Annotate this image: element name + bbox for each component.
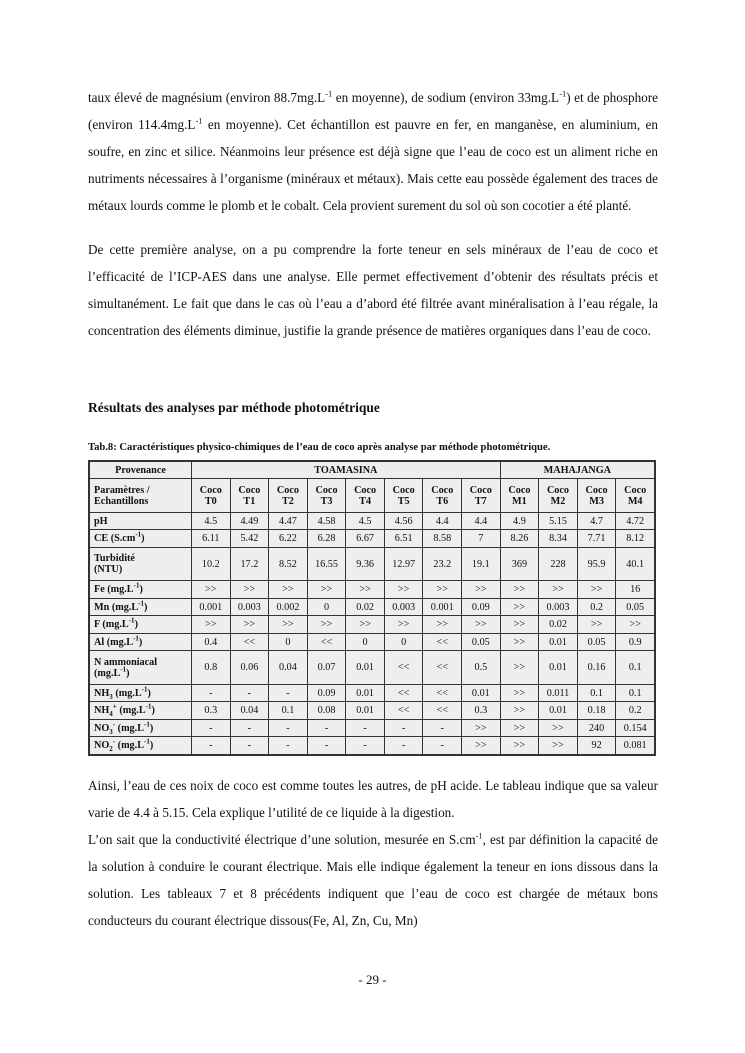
table-cell: 0 [346,633,385,650]
superscript: -1 [128,616,135,625]
parameter-text: N ammoniacal [94,656,158,668]
text: L’on sait que la conductivité électrique d’une solution, mesurée en S.cm [88,832,476,847]
table-cell: >> [192,581,231,598]
subscript: 3 [109,727,113,736]
table-cell: << [423,651,462,685]
sample-header [500,479,539,513]
table-cell: 4.7 [577,513,616,530]
parameter-label [90,616,192,633]
text: en moyenne). Cet échantillon est pauvre en fer, en manganèse, en aluminium, en soufre, en zinc et silice. Néanmoins leur présence est déjà signe que l’eau de coco est un aliment riche en nutriments nécessaires à l’organisme (minéraux et métaux). Mais cette eau possède également des traces de métaux lourds comme le plomb et le cobalt. Cela provient surement du sol où son cocotier a été planté. [88,117,658,213]
table-cell: - [384,737,423,755]
table-cell: << [423,633,462,650]
table-cell: 5.42 [230,530,269,547]
parameter-text: CE (S.cm [94,533,136,545]
parameter-label [90,737,192,755]
table-cell: 0.09 [462,598,501,615]
superscript: -1 [133,634,139,643]
table-cell: >> [462,719,501,736]
param-label-line2: Echantillons [94,495,149,507]
table-cell: 4.5 [192,513,231,530]
parameter-text: Fe (mg.L [94,584,134,596]
table-header-samples [90,479,655,513]
table-cell: 8.34 [539,530,578,547]
param-label [90,479,192,513]
sample-header-line2: T2 [282,495,294,507]
table-cell: 0.02 [346,598,385,615]
table-cell: 0.081 [616,737,655,755]
table-cell: 4.9 [500,513,539,530]
table-cell: << [230,633,269,650]
table-cell: 0.154 [616,719,655,736]
sample-header-line2: T5 [397,495,410,507]
table-cell: >> [500,598,539,615]
table-row [90,513,655,530]
table-cell: 7 [462,530,501,547]
table-cell: 0.3 [462,702,501,719]
table-cell: 0.01 [539,633,578,650]
table-caption: Tab.8: Caractéristiques physico-chimiques de l’eau de coco après analyse par méthode photométrique. [88,442,551,453]
table-cell: >> [230,616,269,633]
sample-header [423,479,462,513]
table-cell: >> [577,616,616,633]
table-row [90,616,655,633]
subscript: 2 [109,745,113,754]
table-cell: - [307,737,346,755]
parameter-label [90,651,192,685]
sample-header-line1: Coco [199,484,222,496]
table-cell: << [307,633,346,650]
table-cell: 6.11 [192,530,231,547]
superscript: -1 [559,88,567,99]
table-cell: 0.18 [577,702,616,719]
text: ) et de phosphore (environ 114.4mg.L [88,90,659,132]
sample-header-line2: M1 [512,495,527,507]
table-cell: >> [539,581,578,598]
sample-header [346,479,385,513]
sample-header-line2: M3 [589,495,604,507]
table-cell: >> [462,737,501,755]
table-cell: - [346,737,385,755]
superscript: -1 [120,665,127,674]
table-cell: >> [230,581,269,598]
sample-header-line2: M2 [550,495,566,507]
table-cell: 0.003 [384,598,423,615]
table-row [90,719,655,736]
table-cell: >> [269,616,308,633]
table-cell: 0.2 [577,598,616,615]
superscript: -1 [138,599,144,608]
table-cell: - [269,719,308,736]
table-cell: 0.04 [269,651,308,685]
table-cell: 0.16 [577,651,616,685]
table-cell: 12.97 [384,547,423,581]
table-cell: >> [500,616,539,633]
table-cell: - [269,684,308,701]
text: , est par définition la capacité de la solution à conduire le courant électrique. Mais elle indique également la teneur en ions dissous dans la solution. Les tableaux 7 et 8 précédents indiquent que l’eau de coco est chargée de métaux bons conducteurs du courant électrique dissous(Fe, Al, Zn, Cu, Mn) [88,832,658,928]
paragraph-icp-analysis: De cette première analyse, on a pu comprendre la forte teneur en sels minéraux de l’eau de coco et l’efficacité de l’ICP-AES dans une analyse. Elle permet effectivement d’obtenir des résultats précis et simultanément. Le fait que dans le cas où l’eau a d’abord été filtrée avant minéralisation à l’eau régale, la concentration des éléments diminue, justifie la grande présence de matières organiques dans l’eau de coco. [88,242,658,338]
table-cell: 0.01 [346,702,385,719]
table-cell: >> [423,616,462,633]
table-cell: 16.55 [307,547,346,581]
table-cell: 0.1 [616,684,655,701]
table-cell: 4.4 [462,513,501,530]
superscript: - [112,737,116,746]
table-cell: >> [384,581,423,598]
table-cell: >> [500,702,539,719]
sample-header [384,479,423,513]
parameter-text: ) [149,722,154,734]
sample-header-line2: T1 [243,495,256,507]
table-header-provenance [90,462,655,479]
table-cell: >> [423,581,462,598]
table-cell: >> [307,581,346,598]
table-cell: >> [462,581,501,598]
sample-header-line2: T3 [320,495,333,507]
parameter-label [90,598,192,615]
table-cell: >> [500,651,539,685]
parameter-text: ) [149,740,154,752]
parameter-label [90,530,192,547]
table-cell: 0.09 [307,684,346,701]
table-row [90,530,655,547]
parameter-text: (mg.L [115,740,144,752]
sample-header-line1: Coco [354,484,377,496]
table-cell: - [192,719,231,736]
sample-header-line1: Coco [315,484,338,496]
sample-header-line1: Coco [392,484,415,496]
parameter-label [90,702,192,719]
superscript: -1 [145,702,152,711]
superscript: -1 [195,115,203,126]
table-cell: 0.08 [307,702,346,719]
table-cell: 8.58 [423,530,462,547]
superscript: -1 [325,88,333,99]
table-cell: 6.28 [307,530,346,547]
table-cell: 0.01 [539,702,578,719]
table-cell: 0.06 [230,651,269,685]
parameter-text: NH [94,705,110,717]
parameter-text: (NTU) [94,564,123,576]
table-row [90,598,655,615]
parameter-text: (mg.L [116,705,146,717]
paragraph-ph: Ainsi, l’eau de ces noix de coco est comme toutes les autres, de pH acide. Le tableau indique que sa valeur varie de 4.4 à 5.15. Cela explique l’utilité de ce liquide à la digestion. [88,778,658,820]
table-cell: 10.2 [192,547,231,581]
table-cell: >> [346,581,385,598]
table-cell: >> [500,719,539,736]
table-cell: >> [192,616,231,633]
sample-header [616,479,655,513]
table-cell: 0.001 [423,598,462,615]
table-cell: << [384,651,423,685]
results-table-container [88,460,656,756]
table-cell: 4.5 [346,513,385,530]
table-cell: 0.002 [269,598,308,615]
table-cell: << [423,702,462,719]
table-cell: - [230,719,269,736]
parameter-text: ) [134,619,138,631]
sample-header-line2: T0 [204,495,217,507]
sample-header [462,479,501,513]
table-cell: << [423,684,462,701]
table-cell: >> [577,581,616,598]
table-cell: 7.71 [577,530,616,547]
table-cell: 95.9 [577,547,616,581]
table-cell: 0.1 [269,702,308,719]
table-cell: 40.1 [616,547,655,581]
superscript: + [112,702,117,711]
superscript: -1 [475,830,483,841]
sample-header [539,479,578,513]
parameter-text: ) [147,687,151,699]
table-cell: >> [500,737,539,755]
table-cell: >> [462,616,501,633]
table-cell: 0 [307,598,346,615]
subscript: 3 [109,692,113,701]
parameter-text: ) [126,667,130,679]
table-cell: >> [346,616,385,633]
table-cell: >> [500,633,539,650]
superscript: -1 [144,737,150,746]
group-mahajanga: MAHAJANGA [500,462,654,479]
table-cell: << [384,684,423,701]
table-cell: - [346,719,385,736]
parameter-label [90,547,192,581]
parameter-text: ) [141,533,145,545]
table-cell: 4.49 [230,513,269,530]
table-cell: 0.1 [577,684,616,701]
sample-header [269,479,308,513]
parameter-text: pH [94,515,108,527]
table-row [90,651,655,685]
parameter-label [90,513,192,530]
parameter-text: F (mg.L [94,619,129,631]
table-cell: 0.01 [346,651,385,685]
parameter-text: ) [139,584,143,596]
sample-header-line1: Coco [469,484,492,496]
parameter-text: NO [94,722,110,734]
subscript: 4 [109,710,113,719]
table-row [90,547,655,581]
sample-header-line1: Coco [276,484,299,496]
table-cell: 6.67 [346,530,385,547]
table-cell: 0.5 [462,651,501,685]
table-cell: >> [384,616,423,633]
table-cell: - [384,719,423,736]
sample-header [577,479,616,513]
group-toamasina: TOAMASINA [192,462,501,479]
superscript: -1 [133,581,140,590]
table-cell: 5.15 [539,513,578,530]
table-cell: 0.8 [192,651,231,685]
table-cell: - [269,737,308,755]
table-cell: 0 [269,633,308,650]
parameter-text: (mg.L [115,722,144,734]
results-table [89,461,655,755]
table-cell: >> [500,684,539,701]
provenance-label: Provenance [90,462,192,479]
sample-header-line2: M4 [627,495,643,507]
table-cell: - [423,737,462,755]
table-cell: >> [269,581,308,598]
superscript: -1 [141,685,148,694]
page-number: - 29 - [358,972,387,987]
table-cell: >> [500,581,539,598]
table-cell: 19.1 [462,547,501,581]
section-heading: Résultats des analyses par méthode photométrique [88,400,380,415]
table-cell: 16 [616,581,655,598]
table-cell: 0.003 [230,598,269,615]
table-cell: - [192,737,231,755]
parameter-text: Turbidité [94,553,135,565]
sample-header-line1: Coco [585,484,608,496]
table-cell: 8.52 [269,547,308,581]
table-row [90,684,655,701]
parameter-text: NH [94,687,110,699]
table-cell: 369 [500,547,539,581]
superscript: -1 [144,720,150,729]
table-row [90,702,655,719]
table-cell: 92 [577,737,616,755]
parameter-text: (mg.L [112,687,142,699]
sample-header-line2: T7 [474,495,487,507]
table-cell: 0.01 [539,651,578,685]
table-cell: 23.2 [423,547,462,581]
param-label-line1: Paramètres / [94,484,150,496]
table-cell: 0.003 [539,598,578,615]
parameter-text: (mg.L [94,667,121,679]
parameter-text: ) [144,601,148,613]
table-cell: 4.4 [423,513,462,530]
table-cell: 0 [384,633,423,650]
table-cell: 0.3 [192,702,231,719]
table-cell: 0.07 [307,651,346,685]
sample-header-line1: Coco [431,484,454,496]
table-cell: - [192,684,231,701]
table-cell: 4.47 [269,513,308,530]
table-cell: 17.2 [230,547,269,581]
table-cell: >> [307,616,346,633]
parameter-text: Mn (mg.L [94,601,139,613]
sample-header-line2: T4 [359,495,372,507]
table-cell: 0.9 [616,633,655,650]
paragraph-magnesium [88,84,658,219]
sample-header [307,479,346,513]
table-row [90,581,655,598]
table-cell: 8.12 [616,530,655,547]
table-cell: - [230,737,269,755]
table-cell: 6.22 [269,530,308,547]
table-cell: 0.02 [539,616,578,633]
superscript: -1 [135,530,142,539]
parameter-label [90,581,192,598]
table-cell: 0.05 [577,633,616,650]
table-cell: 8.26 [500,530,539,547]
table-cell: 0.011 [539,684,578,701]
table-cell: >> [539,719,578,736]
table-cell: - [307,719,346,736]
table-cell: << [384,702,423,719]
table-cell: 4.58 [307,513,346,530]
parameter-text: NO [94,740,110,752]
table-cell: 4.72 [616,513,655,530]
table-cell: 0.05 [462,633,501,650]
superscript: - [112,720,116,729]
table-cell: - [230,684,269,701]
table-cell: 240 [577,719,616,736]
table-cell: - [423,719,462,736]
table-cell: 0.4 [192,633,231,650]
table-cell: 0.2 [616,702,655,719]
table-cell: >> [616,616,655,633]
table-row [90,633,655,650]
table-cell: >> [539,737,578,755]
text: taux élevé de magnésium (environ 88.7mg.L [88,90,326,105]
parameter-label [90,684,192,701]
table-cell: 228 [539,547,578,581]
table-cell: 0.04 [230,702,269,719]
sample-header-line1: Coco [508,484,531,496]
table-cell: 0.001 [192,598,231,615]
parameter-text: Al (mg.L [94,636,134,648]
sample-header-line1: Coco [624,484,647,496]
table-cell: 0.01 [462,684,501,701]
sample-header-line1: Coco [238,484,261,496]
parameter-label [90,719,192,736]
parameter-label [90,633,192,650]
sample-header [192,479,231,513]
parameter-text: ) [151,705,155,717]
text: en moyenne), de sodium (environ 33mg.L [332,90,560,105]
table-cell: 0.01 [346,684,385,701]
parameter-text: ) [138,636,143,648]
table-cell: 9.36 [346,547,385,581]
table-cell: 4.56 [384,513,423,530]
table-cell: 6.51 [384,530,423,547]
sample-header [230,479,269,513]
table-cell: 0.05 [616,598,655,615]
sample-header-line1: Coco [546,484,570,496]
paragraph-conductivity [88,826,658,934]
table-row [90,737,655,755]
table-cell: 0.1 [616,651,655,685]
sample-header-line2: T6 [436,495,449,507]
